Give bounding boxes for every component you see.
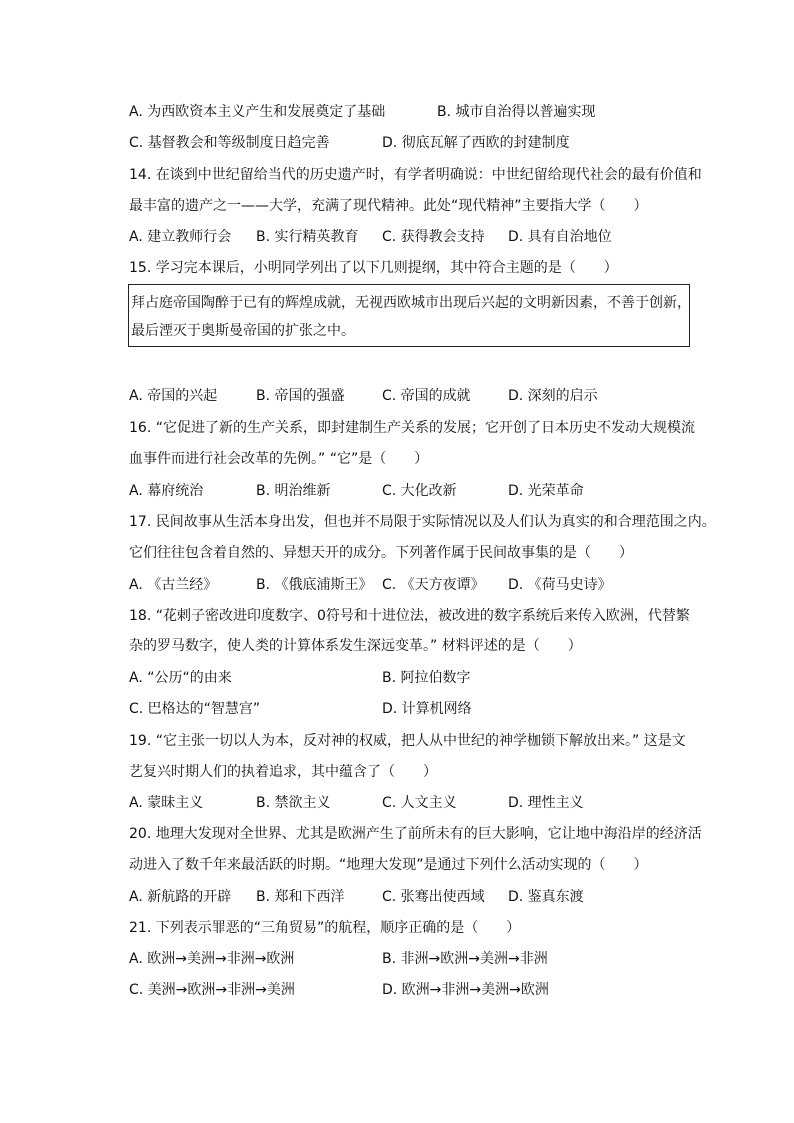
q17-stem-line1: 17. 民间故事从生活本身出发，但也并不局限于实际情况以及人们认为真实的和合理范围之内。 <box>129 514 716 530</box>
q16-stem-line1: 16. “它促进了新的生产关系，即封建制生产关系的发展；它开创了日本历史不发动大规模流 <box>129 420 695 436</box>
q20-stem-line1: 20. 地理大发现对全世界、尤其是欧洲产生了前所未有的巨大影响，它让地中海沿岸的经济活 <box>129 826 702 842</box>
q14-stem-line1: 14. 在谈到中世纪留给当代的历史遗产时，有学者明确说：中世纪留给现代社会的最有价值和 <box>129 167 702 183</box>
q21-option-b: B. 非洲→欧洲→美洲→非洲 <box>382 951 548 967</box>
q15-option-a: A. 帝国的兴起 <box>129 388 218 404</box>
q18-stem-line2: 杂的罗马数字，使人类的计算体系发生深远变革。” 材料评述的是（ ） <box>129 638 582 654</box>
q15-option-c: C. 帝国的成就 <box>382 388 471 404</box>
q17-option-c: C. 《天方夜谭》 <box>382 577 485 593</box>
q17-option-a: A. 《古兰经》 <box>129 577 218 593</box>
q16-option-c: C. 大化改新 <box>382 483 457 499</box>
q15-option-b: B. 帝国的强盛 <box>256 388 345 404</box>
q21-option-a: A. 欧洲→美洲→非洲→欧洲 <box>129 951 295 967</box>
q15-option-d: D. 深刻的启示 <box>508 388 598 404</box>
q19-stem-line1: 19. “它主张一切以人为本，反对神的权威，把人从中世纪的神学枷锁下解放出来。” 这是文 <box>129 733 686 749</box>
q16-option-a: A. 幕府统治 <box>129 483 204 499</box>
q14-option-a: A. 建立教师行会 <box>129 229 232 245</box>
q19-option-a: A. 蒙昧主义 <box>129 795 204 811</box>
q19-option-d: D. 理性主义 <box>508 795 584 811</box>
q14-option-c: C. 获得教会支持 <box>382 229 485 245</box>
q17-stem-line2: 它们往往包含着自然的、异想天开的成分。下列著作属于民间故事集的是（ ） <box>129 545 633 561</box>
q18-option-d: D. 计算机网络 <box>382 701 472 717</box>
q15-material-line1: 拜占庭帝国陶醉于已有的辉煌成就，无视西欧城市出现后兴起的文明新因素，不善于创新， <box>131 295 691 311</box>
q20-option-b: B. 郑和下西洋 <box>256 889 345 905</box>
q14-stem-line2: 最丰富的遗产之一——大学，充满了现代精神。此处“现代精神”主要指大学（ ） <box>129 198 648 214</box>
q17-option-d: D. 《荷马史诗》 <box>508 577 612 593</box>
q18-option-a: A. “公历“的由来 <box>129 670 232 686</box>
q14-option-b: B. 实行精英教育 <box>256 229 359 245</box>
q13-option-a: A. 为西欧资本主义产生和发展奠定了基础 <box>129 104 386 120</box>
q21-option-c: C. 美洲→欧洲→非洲→美洲 <box>129 982 295 998</box>
q19-stem-line2: 艺复兴时期人们的执着追求，其中蕴含了（ ） <box>129 764 437 780</box>
q13-option-b: B. 城市自治得以普遍实现 <box>437 104 596 120</box>
q13-option-c: C. 基督教会和等级制度日趋完善 <box>129 135 330 151</box>
q18-stem-line1: 18. “花剌子密改进印度数字、0符号和十进位法，被改进的数字系统后来传入欧洲，代替繁 <box>129 608 690 624</box>
q20-option-d: D. 鉴真东渡 <box>508 889 584 905</box>
q19-option-b: B. 禁欲主义 <box>256 795 331 811</box>
q15-material-line2: 最后湮灭于奥斯曼帝国的扩张之中。 <box>131 323 355 339</box>
q18-option-c: C. 巴格达的“智慧宫” <box>129 701 261 717</box>
q20-stem-line2: 动进入了数千年来最活跃的时期。“地理大发现”是通过下列什么活动实现的（ ） <box>129 857 648 873</box>
q20-option-a: A. 新航路的开辟 <box>129 889 232 905</box>
q15-stem-line1: 15. 学习完本课后，小明同学列出了以下几则提纲，其中符合主题的是（ ） <box>129 260 618 276</box>
q14-option-d: D. 具有自治地位 <box>508 229 612 245</box>
q19-option-c: C. 人文主义 <box>382 795 457 811</box>
q21-stem-line1: 21. 下列表示罪恶的“三角贸易”的航程，顺序正确的是（ ） <box>129 920 521 936</box>
q16-stem-line2: 血事件而进行社会改革的先例。” “它”是（ ） <box>129 451 429 467</box>
q16-option-b: B. 明治维新 <box>256 483 331 499</box>
q18-option-b: B. 阿拉伯数字 <box>382 670 471 686</box>
q20-option-c: C. 张骞出使西域 <box>382 889 485 905</box>
q16-option-d: D. 光荣革命 <box>508 483 584 499</box>
q17-option-b: B. 《俄底浦斯王》 <box>256 577 373 593</box>
q13-option-d: D. 彻底瓦解了西欧的封建制度 <box>382 135 570 151</box>
q21-option-d: D. 欧洲→非洲→美洲→欧洲 <box>382 982 549 998</box>
q15-material-box <box>128 284 690 347</box>
